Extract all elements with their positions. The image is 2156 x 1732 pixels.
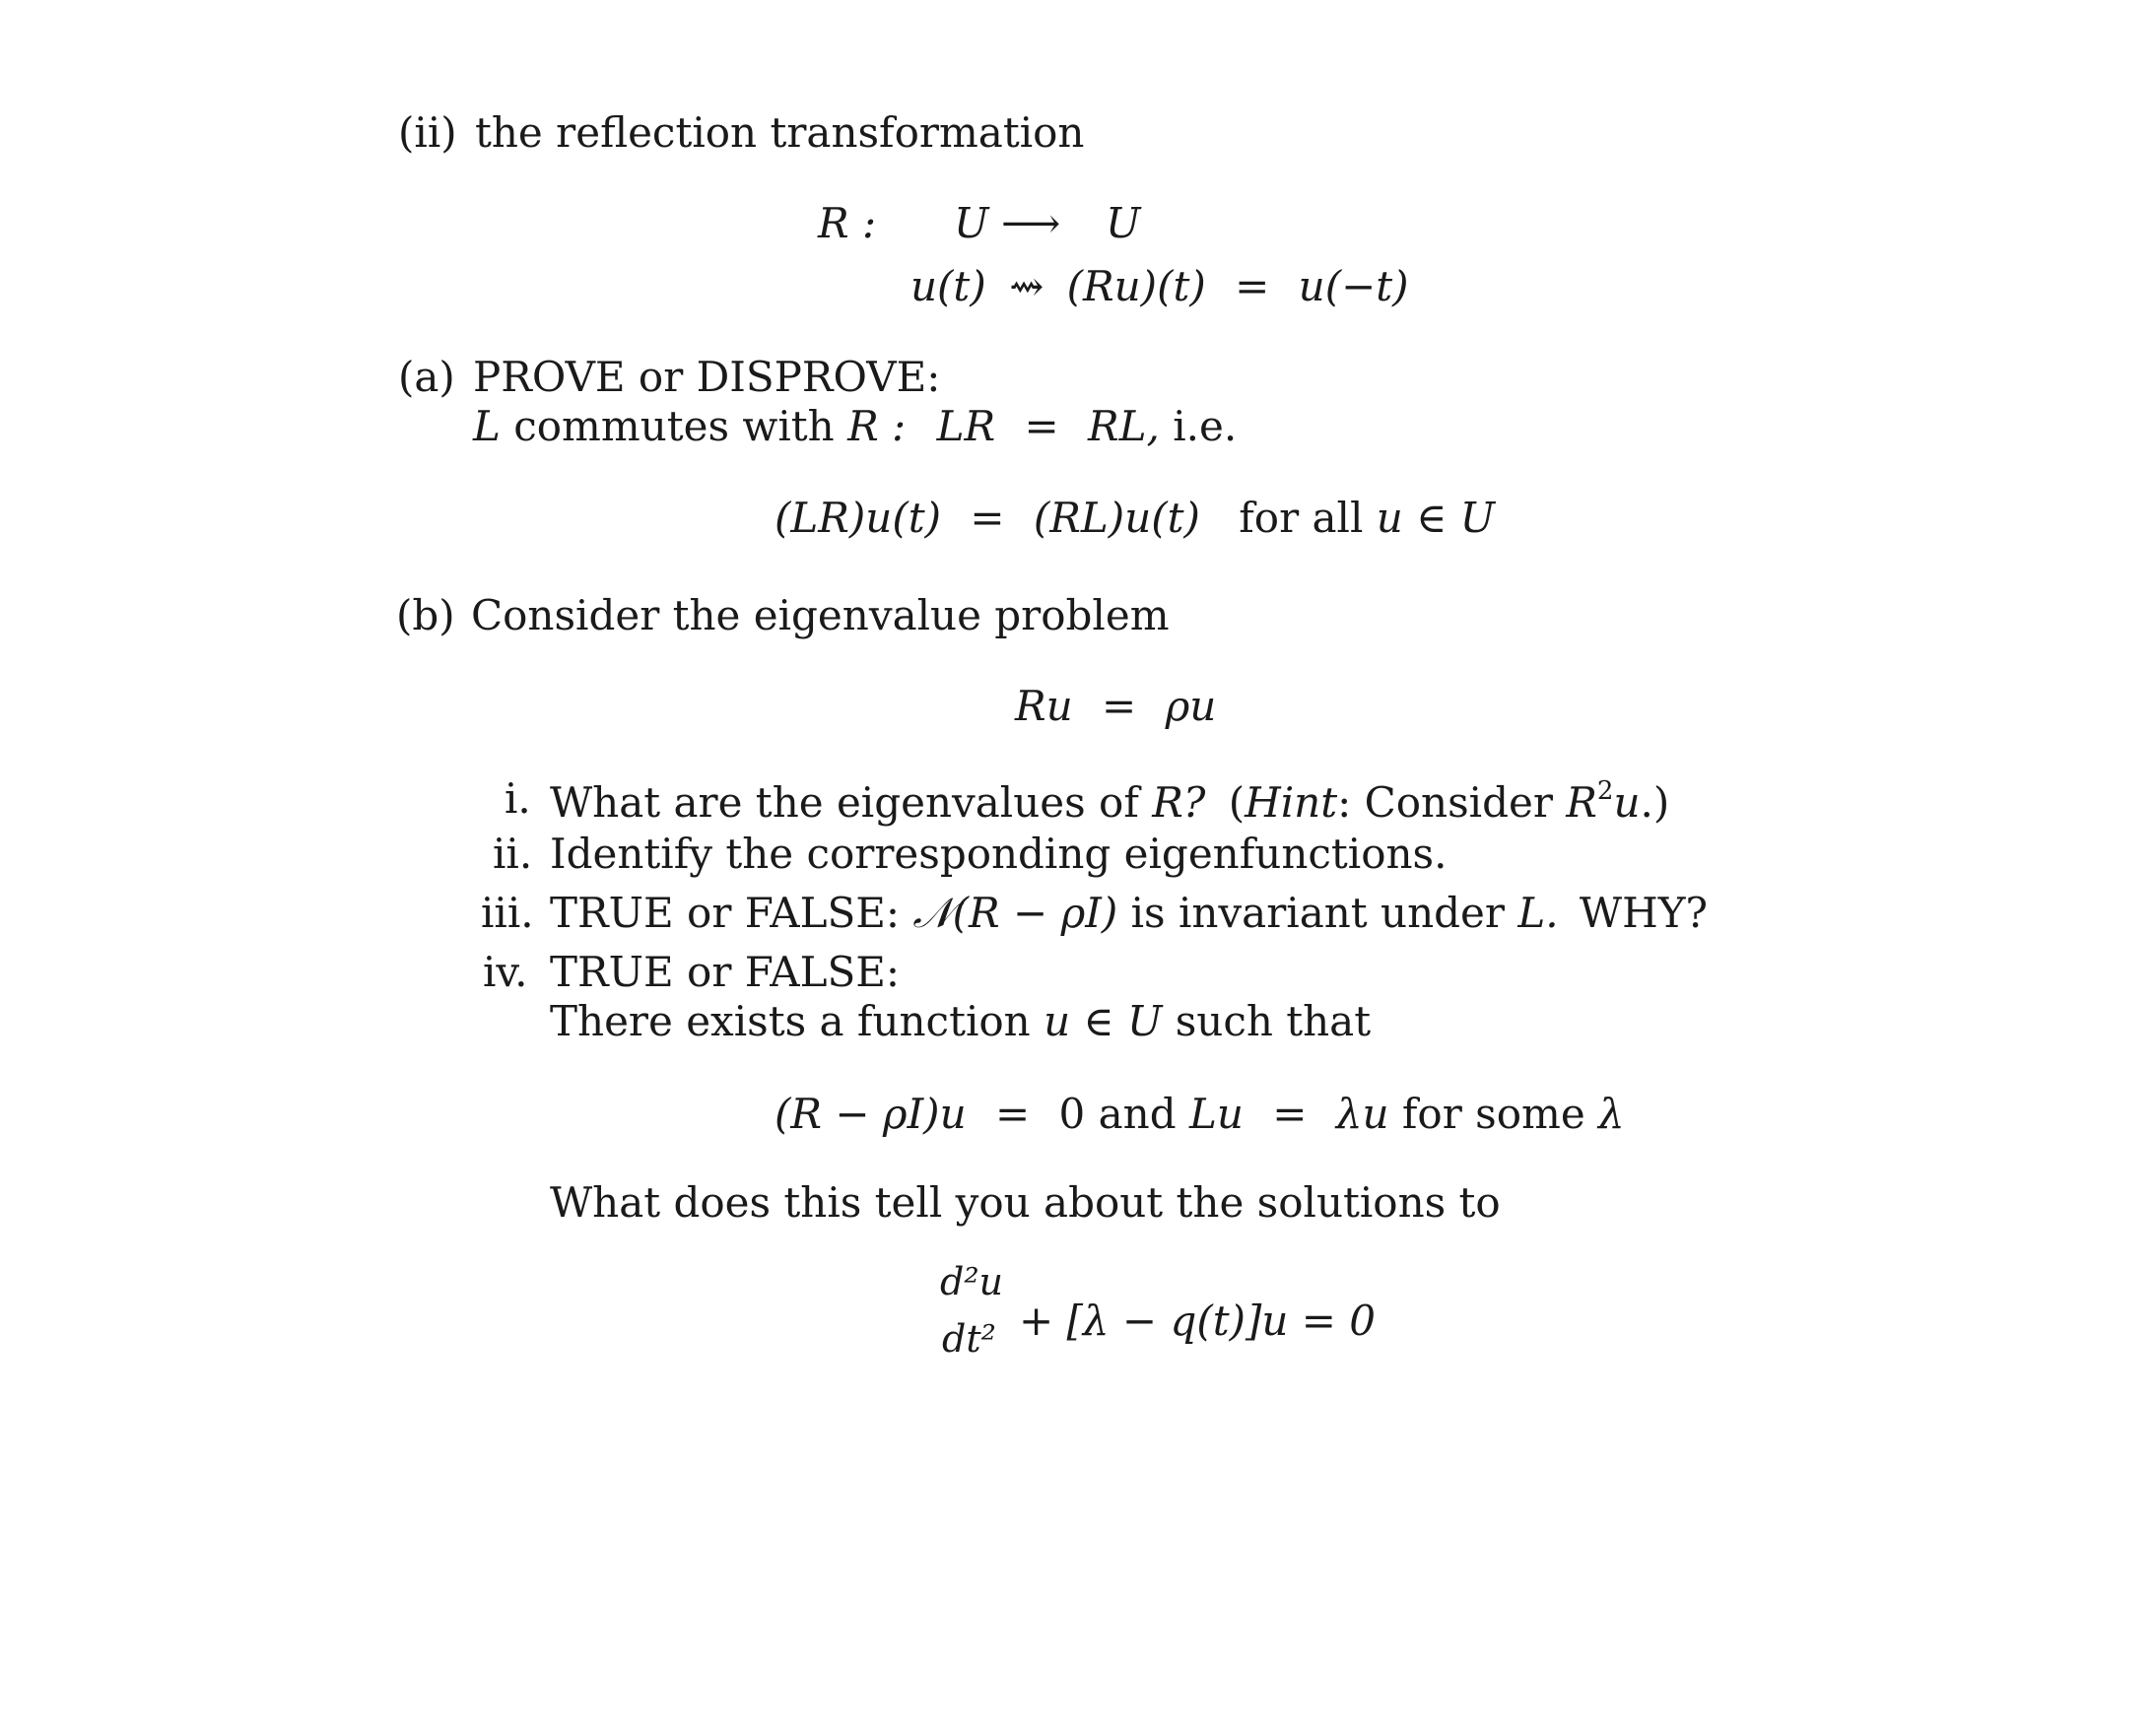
part-b-label: (b) <box>396 591 455 639</box>
item-iii-text: TRUE or FALSE: 𝒩(R − ρI) is invariant under L. WHY? <box>550 889 1708 937</box>
ode-rest: + [λ − q(t)]u = 0 <box>1019 1297 1377 1345</box>
item-iv-title: TRUE or FALSE: <box>550 948 901 996</box>
map-rule: u(t) ⇝ (Ru)(t) = u(−t) <box>910 262 1409 310</box>
part-b-text: Consider the eigenvalue problem <box>471 591 1170 639</box>
ode-numerator: d²u <box>940 1260 1004 1303</box>
item-iv-number: iv. <box>483 948 528 996</box>
part-a-label: (a) <box>398 353 455 401</box>
item-i-number: i. <box>505 774 531 823</box>
ode-fraction <box>934 1260 1013 1362</box>
map-codomain: U <box>1106 199 1141 247</box>
part-a-statement: L commutes with R : LR = RL, i.e. <box>473 402 1238 450</box>
condition-equation: (R − ρI)u = 0 and Lu = λu for some λ <box>775 1090 1625 1138</box>
part-a-title: PROVE or DISPROVE: <box>473 353 941 401</box>
map-arrow: ⟶ <box>1001 199 1061 247</box>
map-operator: R : <box>818 199 877 247</box>
item-iii-number: iii. <box>481 889 534 937</box>
eigen-equation: Ru = ρu <box>1015 682 1217 730</box>
item-ii-text: Identify the corresponding eigenfunctions. <box>550 830 1448 878</box>
section-ii-text: the reflection transformation <box>475 108 1085 157</box>
commute-equation: (LR)u(t) = (RL)u(t) for all u ∈ U <box>775 494 1496 542</box>
map-domain: U <box>954 199 989 247</box>
item-ii-number: ii. <box>493 830 533 878</box>
ode-denominator: dt² <box>942 1317 996 1361</box>
section-ii-label: (ii) <box>398 108 457 157</box>
item-iv-statement: There exists a function u ∈ U such that <box>550 997 1372 1045</box>
item-i-text: What are the eigenvalues of R? (Hint: Consider $R^2u$.) <box>550 776 1670 827</box>
solutions-question: What does this tell you about the solutions to <box>550 1178 1501 1227</box>
